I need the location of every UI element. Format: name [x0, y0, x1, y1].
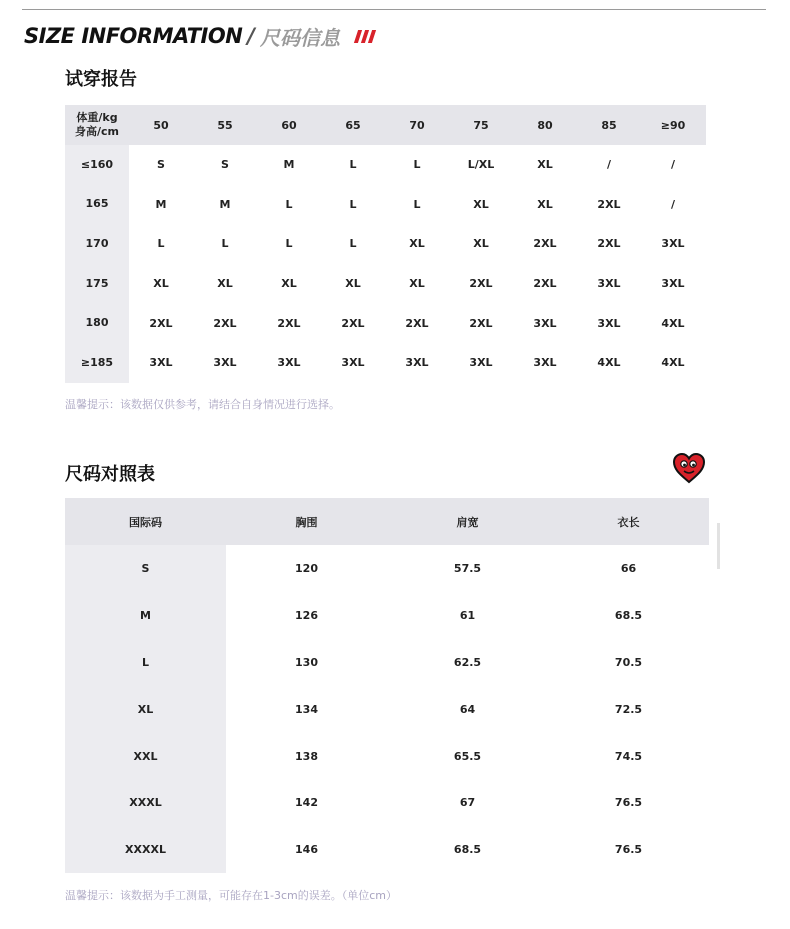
- weight-header-cell: 85: [601, 118, 617, 132]
- header-title-cn: 尺码信息: [259, 25, 340, 50]
- weight-header-cell: 55: [217, 118, 233, 132]
- size-table-row: [65, 592, 709, 639]
- fit-size-cell: 3XL: [533, 356, 557, 370]
- fit-size-cell: 2XL: [533, 237, 557, 251]
- fit-size-cell: L: [413, 158, 421, 172]
- measurement-cell: 138: [295, 749, 318, 763]
- measurement-cell: 67: [459, 796, 476, 810]
- fit-size-cell: /: [670, 197, 676, 211]
- size-table-row: [65, 545, 709, 592]
- fit-table-header: [65, 105, 706, 145]
- size-code-cell: XL: [65, 686, 226, 733]
- fit-size-cell: 4XL: [661, 356, 685, 370]
- fit-size-cell: /: [606, 158, 612, 172]
- size-code-cell: M: [65, 592, 226, 639]
- fit-size-cell: L: [285, 197, 293, 211]
- weight-header-cell: ≥90: [660, 118, 686, 132]
- fit-size-cell: XL: [217, 277, 233, 291]
- fit-size-cell: 4XL: [597, 356, 621, 370]
- fit-size-cell: XL: [409, 237, 425, 251]
- fit-size-cell: 4XL: [661, 316, 685, 330]
- fit-size-cell: 3XL: [405, 356, 429, 370]
- scrollbar-thumb[interactable]: [717, 523, 720, 569]
- heart-face-icon: [672, 452, 706, 484]
- fit-size-cell: 2XL: [597, 197, 621, 211]
- fit-table-row: [65, 343, 706, 383]
- fit-size-cell: 2XL: [405, 316, 429, 330]
- size-code-cell: XXXXL: [65, 826, 226, 873]
- measurement-cell: 76.5: [614, 796, 643, 810]
- fit-size-cell: 3XL: [277, 356, 301, 370]
- fit-size-cell: L: [349, 197, 357, 211]
- fit-size-cell: XL: [281, 277, 297, 291]
- weight-header-cell: 75: [473, 118, 489, 132]
- fit-size-cell: S: [221, 158, 229, 172]
- size-table-row: [65, 826, 709, 873]
- height-label-cell: 170: [65, 224, 129, 264]
- page-header: [24, 20, 374, 52]
- height-label-cell: ≤160: [65, 145, 129, 185]
- fit-size-cell: XL: [473, 237, 489, 251]
- measurement-cell: 76.5: [614, 843, 643, 857]
- height-label-cell: ≥185: [65, 343, 129, 383]
- measurement-cell: 146: [295, 843, 318, 857]
- fit-size-cell: M: [283, 158, 295, 172]
- size-table-row: [65, 686, 709, 733]
- fit-size-cell: 3XL: [661, 277, 685, 291]
- fit-size-cell: L: [349, 237, 357, 251]
- fit-size-cell: /: [670, 158, 676, 172]
- fit-size-cell: 2XL: [277, 316, 301, 330]
- measurement-cell: 57.5: [453, 561, 482, 575]
- fit-size-cell: 3XL: [341, 356, 365, 370]
- fit-size-cell: L: [413, 197, 421, 211]
- fit-size-cell: 2XL: [469, 277, 493, 291]
- fit-size-cell: 2XL: [597, 237, 621, 251]
- fit-size-cell: L: [221, 237, 229, 251]
- fit-report-note: 温馨提示：该数据仅供参考，请结合自身情况进行选择。: [65, 398, 340, 411]
- fit-size-cell: S: [157, 158, 165, 172]
- size-table-row: [65, 639, 709, 686]
- size-chart-note: 温馨提示：该数据为手工测量，可能存在1-3cm的误差。（单位cm）: [65, 889, 397, 902]
- size-table-row: [65, 733, 709, 780]
- weight-header-cell: 60: [281, 118, 297, 132]
- height-label-cell: 165: [65, 185, 129, 225]
- corner-label-height: 身高/cm: [75, 125, 119, 138]
- fit-size-cell: 2XL: [469, 316, 493, 330]
- fit-size-cell: L: [157, 237, 165, 251]
- size-code-cell: XXL: [65, 733, 226, 780]
- measurement-cell: 130: [295, 655, 318, 669]
- fit-table-row: [65, 264, 706, 304]
- fit-size-cell: 3XL: [533, 316, 557, 330]
- fit-size-cell: M: [155, 197, 167, 211]
- header-title-en: SIZE INFORMATION: [24, 24, 243, 48]
- measurement-cell: 72.5: [614, 702, 643, 716]
- measurement-cell: 61: [459, 608, 476, 622]
- measurement-cell: 68.5: [453, 843, 482, 857]
- measurement-cell: 134: [295, 702, 318, 716]
- height-label-cell: 180: [65, 303, 129, 343]
- fit-size-cell: 2XL: [213, 316, 237, 330]
- fit-size-cell: XL: [153, 277, 169, 291]
- header-slash: /: [247, 24, 255, 48]
- fit-size-cell: 2XL: [533, 277, 557, 291]
- size-table-row: [65, 779, 709, 826]
- measurement-cell: 62.5: [453, 655, 482, 669]
- fit-corner-label: [65, 105, 129, 145]
- size-column-header: 胸围: [295, 515, 318, 529]
- measurement-cell: 126: [295, 608, 318, 622]
- measurement-cell: 65.5: [453, 749, 482, 763]
- size-table-header: [65, 498, 709, 545]
- fit-table-row: [65, 303, 706, 343]
- fit-size-cell: M: [219, 197, 231, 211]
- fit-size-cell: 2XL: [341, 316, 365, 330]
- measurement-cell: 64: [459, 702, 476, 716]
- fit-size-cell: L: [349, 158, 357, 172]
- fit-size-cell: XL: [345, 277, 361, 291]
- fit-size-cell: 3XL: [469, 356, 493, 370]
- size-column-header: 肩宽: [456, 515, 479, 529]
- fit-table-row: [65, 145, 706, 185]
- red-slash-bars-icon: [354, 30, 376, 43]
- fit-size-cell: XL: [537, 158, 553, 172]
- weight-header-cell: 65: [345, 118, 361, 132]
- fit-report-table: [65, 105, 706, 383]
- fit-size-cell: 2XL: [149, 316, 173, 330]
- measurement-cell: 68.5: [614, 608, 643, 622]
- fit-size-cell: 3XL: [597, 277, 621, 291]
- fit-table-row: [65, 185, 706, 225]
- weight-header-cell: 50: [153, 118, 169, 132]
- size-chart-table: [65, 498, 709, 873]
- weight-header-cell: 80: [537, 118, 553, 132]
- fit-table-row: [65, 224, 706, 264]
- corner-label-weight: 体重/kg: [76, 111, 118, 124]
- fit-size-cell: L: [285, 237, 293, 251]
- fit-size-cell: 3XL: [213, 356, 237, 370]
- height-label-cell: 175: [65, 264, 129, 304]
- measurement-cell: 70.5: [614, 655, 643, 669]
- fit-size-cell: XL: [409, 277, 425, 291]
- fit-size-cell: XL: [473, 197, 489, 211]
- fit-size-cell: 3XL: [149, 356, 173, 370]
- measurement-cell: 142: [295, 796, 318, 810]
- measurement-cell: 74.5: [614, 749, 643, 763]
- weight-header-cell: 70: [409, 118, 425, 132]
- size-code-cell: XXXL: [65, 779, 226, 826]
- measurement-cell: 120: [295, 561, 318, 575]
- size-chart-title: 尺码对照表: [65, 464, 155, 485]
- measurement-cell: 66: [620, 561, 637, 575]
- fit-size-cell: 3XL: [597, 316, 621, 330]
- size-column-header: 国际码: [65, 498, 226, 545]
- fit-size-cell: 3XL: [661, 237, 685, 251]
- top-divider: [22, 9, 766, 10]
- size-code-cell: S: [65, 545, 226, 592]
- size-column-header: 衣长: [617, 515, 640, 529]
- fit-size-cell: XL: [537, 197, 553, 211]
- size-code-cell: L: [65, 639, 226, 686]
- fit-report-title: 试穿报告: [65, 69, 137, 90]
- fit-size-cell: L/XL: [467, 158, 495, 172]
